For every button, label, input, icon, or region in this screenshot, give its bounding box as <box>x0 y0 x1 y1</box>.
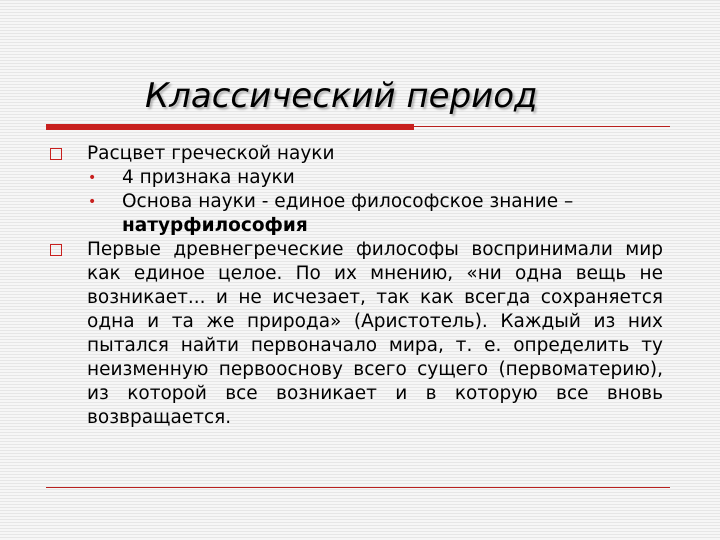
sub-list-item <box>48 166 663 190</box>
slide-body <box>48 142 663 430</box>
footer-divider <box>46 487 670 488</box>
hollow-square-icon <box>50 244 62 256</box>
hollow-square-icon <box>50 148 62 160</box>
sub-list-item-bold-text: натурфилософия <box>122 215 308 236</box>
sub-list-item-text: 4 признака науки <box>122 167 295 188</box>
list-item-text: Первые древнегреческие философы воспринимали мир как единое целое. По их мнению, «ни одна вещь не возникает... и не исчезает, так как всегда сохраняется одна и та же природа» (Аристотель). Каждый из них пытался найти первоначало мира, т. е. определить ту неизменную первооснову всего сущего (первоматерию), из которой все возникает и в которую все вновь возвращается. <box>87 239 663 428</box>
sub-list-item <box>48 190 663 238</box>
title-accent-bar <box>46 124 414 130</box>
slide-title: Классический период <box>145 76 538 116</box>
list-item-text: Расцвет греческой науки <box>87 143 335 164</box>
list-item <box>48 142 663 166</box>
round-bullet-icon: • <box>88 194 97 210</box>
round-bullet-icon: • <box>88 170 97 186</box>
list-item <box>48 238 663 430</box>
sub-list-item-text: Основа науки - единое философское знание – <box>122 191 574 212</box>
